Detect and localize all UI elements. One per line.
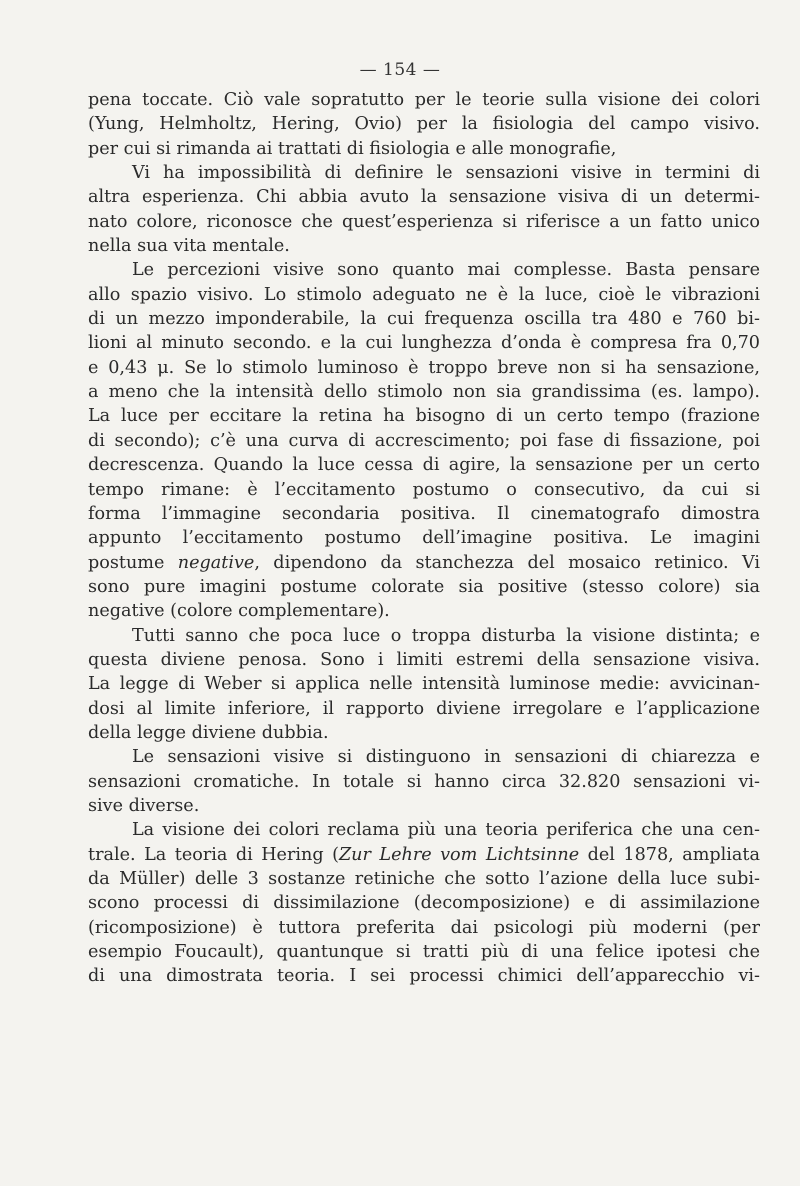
text-line: Le percezioni visive sono quanto mai complesse. Basta pensare [132,260,760,281]
text-line: (ricomposizione) è tuttora preferita dai psicologi più moderni (per [88,917,760,938]
text-line: Tutti sanno che poca luce o troppa disturba la visione distinta; e [132,625,760,646]
text-line: sensazioni cromatiche. In totale si hanno circa 32.820 sensazioni vi- [88,771,760,792]
text-segment: postume [88,552,178,573]
text-line: della legge diviene dubbia. [88,722,329,743]
text-line [88,551,760,575]
text-line: Vi ha impossibilità di definire le sensazioni visive in termini di [132,163,760,184]
text-line: appunto l’eccitamento postumo dell’imagine positiva. Le imagini [88,528,760,549]
text-line: La visione dei colori reclama più una teoria periferica che una cen- [132,820,760,841]
text-line: di secondo); c’è una curva di accrescimento; poi fase di fissazione, poi [88,430,760,451]
text-line: La luce per eccitare la retina ha bisogno di un certo tempo (frazione [88,406,760,427]
text-line: a meno che la intensità dello stimolo non sia grandissima (es. lampo). [88,382,760,403]
text-line: forma l’immagine secondaria positiva. Il cinematografo dimostra [88,503,760,524]
text-line: tempo rimane: è l’eccitamento postumo o consecutivo, da cui si [88,479,760,500]
text-line: da Müller) delle 3 sostanze retiniche che sotto l’azione della luce subi- [88,869,760,889]
text-line: e 0,43 μ. Se lo stimolo luminoso è troppo breve non si ha sensazione, [88,357,760,378]
text-line: (Yung, Helmholtz, Hering, Ovio) per la fisiologia del campo visivo. [88,114,760,135]
text-line: di una dimostrata teoria. I sei processi chimici dell’apparecchio vi- [88,966,760,987]
text-line [88,843,760,867]
text-line: nella sua vita mentale. [88,236,290,257]
text-line: dosi al limite inferiore, il rapporto diviene irregolare e l’applicazione [88,698,760,719]
text-line: La legge di Weber si applica nelle intensità luminose medie: avvicinan- [88,674,760,695]
text-line: esempio Foucault), quantunque si tratti più di una felice ipotesi che [88,942,760,963]
italic-text: negative [177,552,255,573]
text-line: sono pure imagini postume colorate sia positive (stesso colore) sia [88,576,760,597]
text-line: lioni al minuto secondo. e la cui lunghezza d’onda è compresa fra 0,70 [88,333,760,354]
page-number: — 154 — [359,60,441,80]
text-line: per cui si rimanda ai trattati di fisiologia e alle monografie, [88,138,617,159]
text-line: altra esperienza. Chi abbia avuto la sensazione visiva di un determi- [88,187,760,208]
text-line: Le sensazioni visive si distinguono in sensazioni di chiarezza e [132,747,760,768]
text-line: scono processi di dissimilazione (decomposizione) e di assimilazione [88,893,760,914]
text-segment: del 1878, ampliata [579,844,760,865]
text-line: di un mezzo imponderabile, la cui frequenza oscilla tra 480 e 760 bi- [88,309,760,330]
body-text [88,88,760,989]
text-segment: trale. La teoria di Hering ( [88,844,339,865]
text-line: allo spazio visivo. Lo stimolo adeguato ne è la luce, cioè le vibrazioni [88,284,760,305]
text-line: decrescenza. Quando la luce cessa di agire, la sensazione per un certo [88,455,760,476]
text-line: sive diverse. [88,795,200,816]
italic-text: Zur Lehre vom Lichtsinne [338,844,580,865]
text-line: negative (colore complementare). [88,601,390,622]
text-line: questa diviene penosa. Sono i limiti estremi della sensazione visiva. [88,649,760,670]
text-segment: , dipendono da stanchezza del mosaico retinico. Vi [254,552,760,573]
text-line: pena toccate. Ciò vale sopratutto per le teorie sulla visione dei colori [88,90,760,110]
text-line: nato colore, riconosce che quest’esperienza si riferisce a un fatto unico [88,211,760,232]
